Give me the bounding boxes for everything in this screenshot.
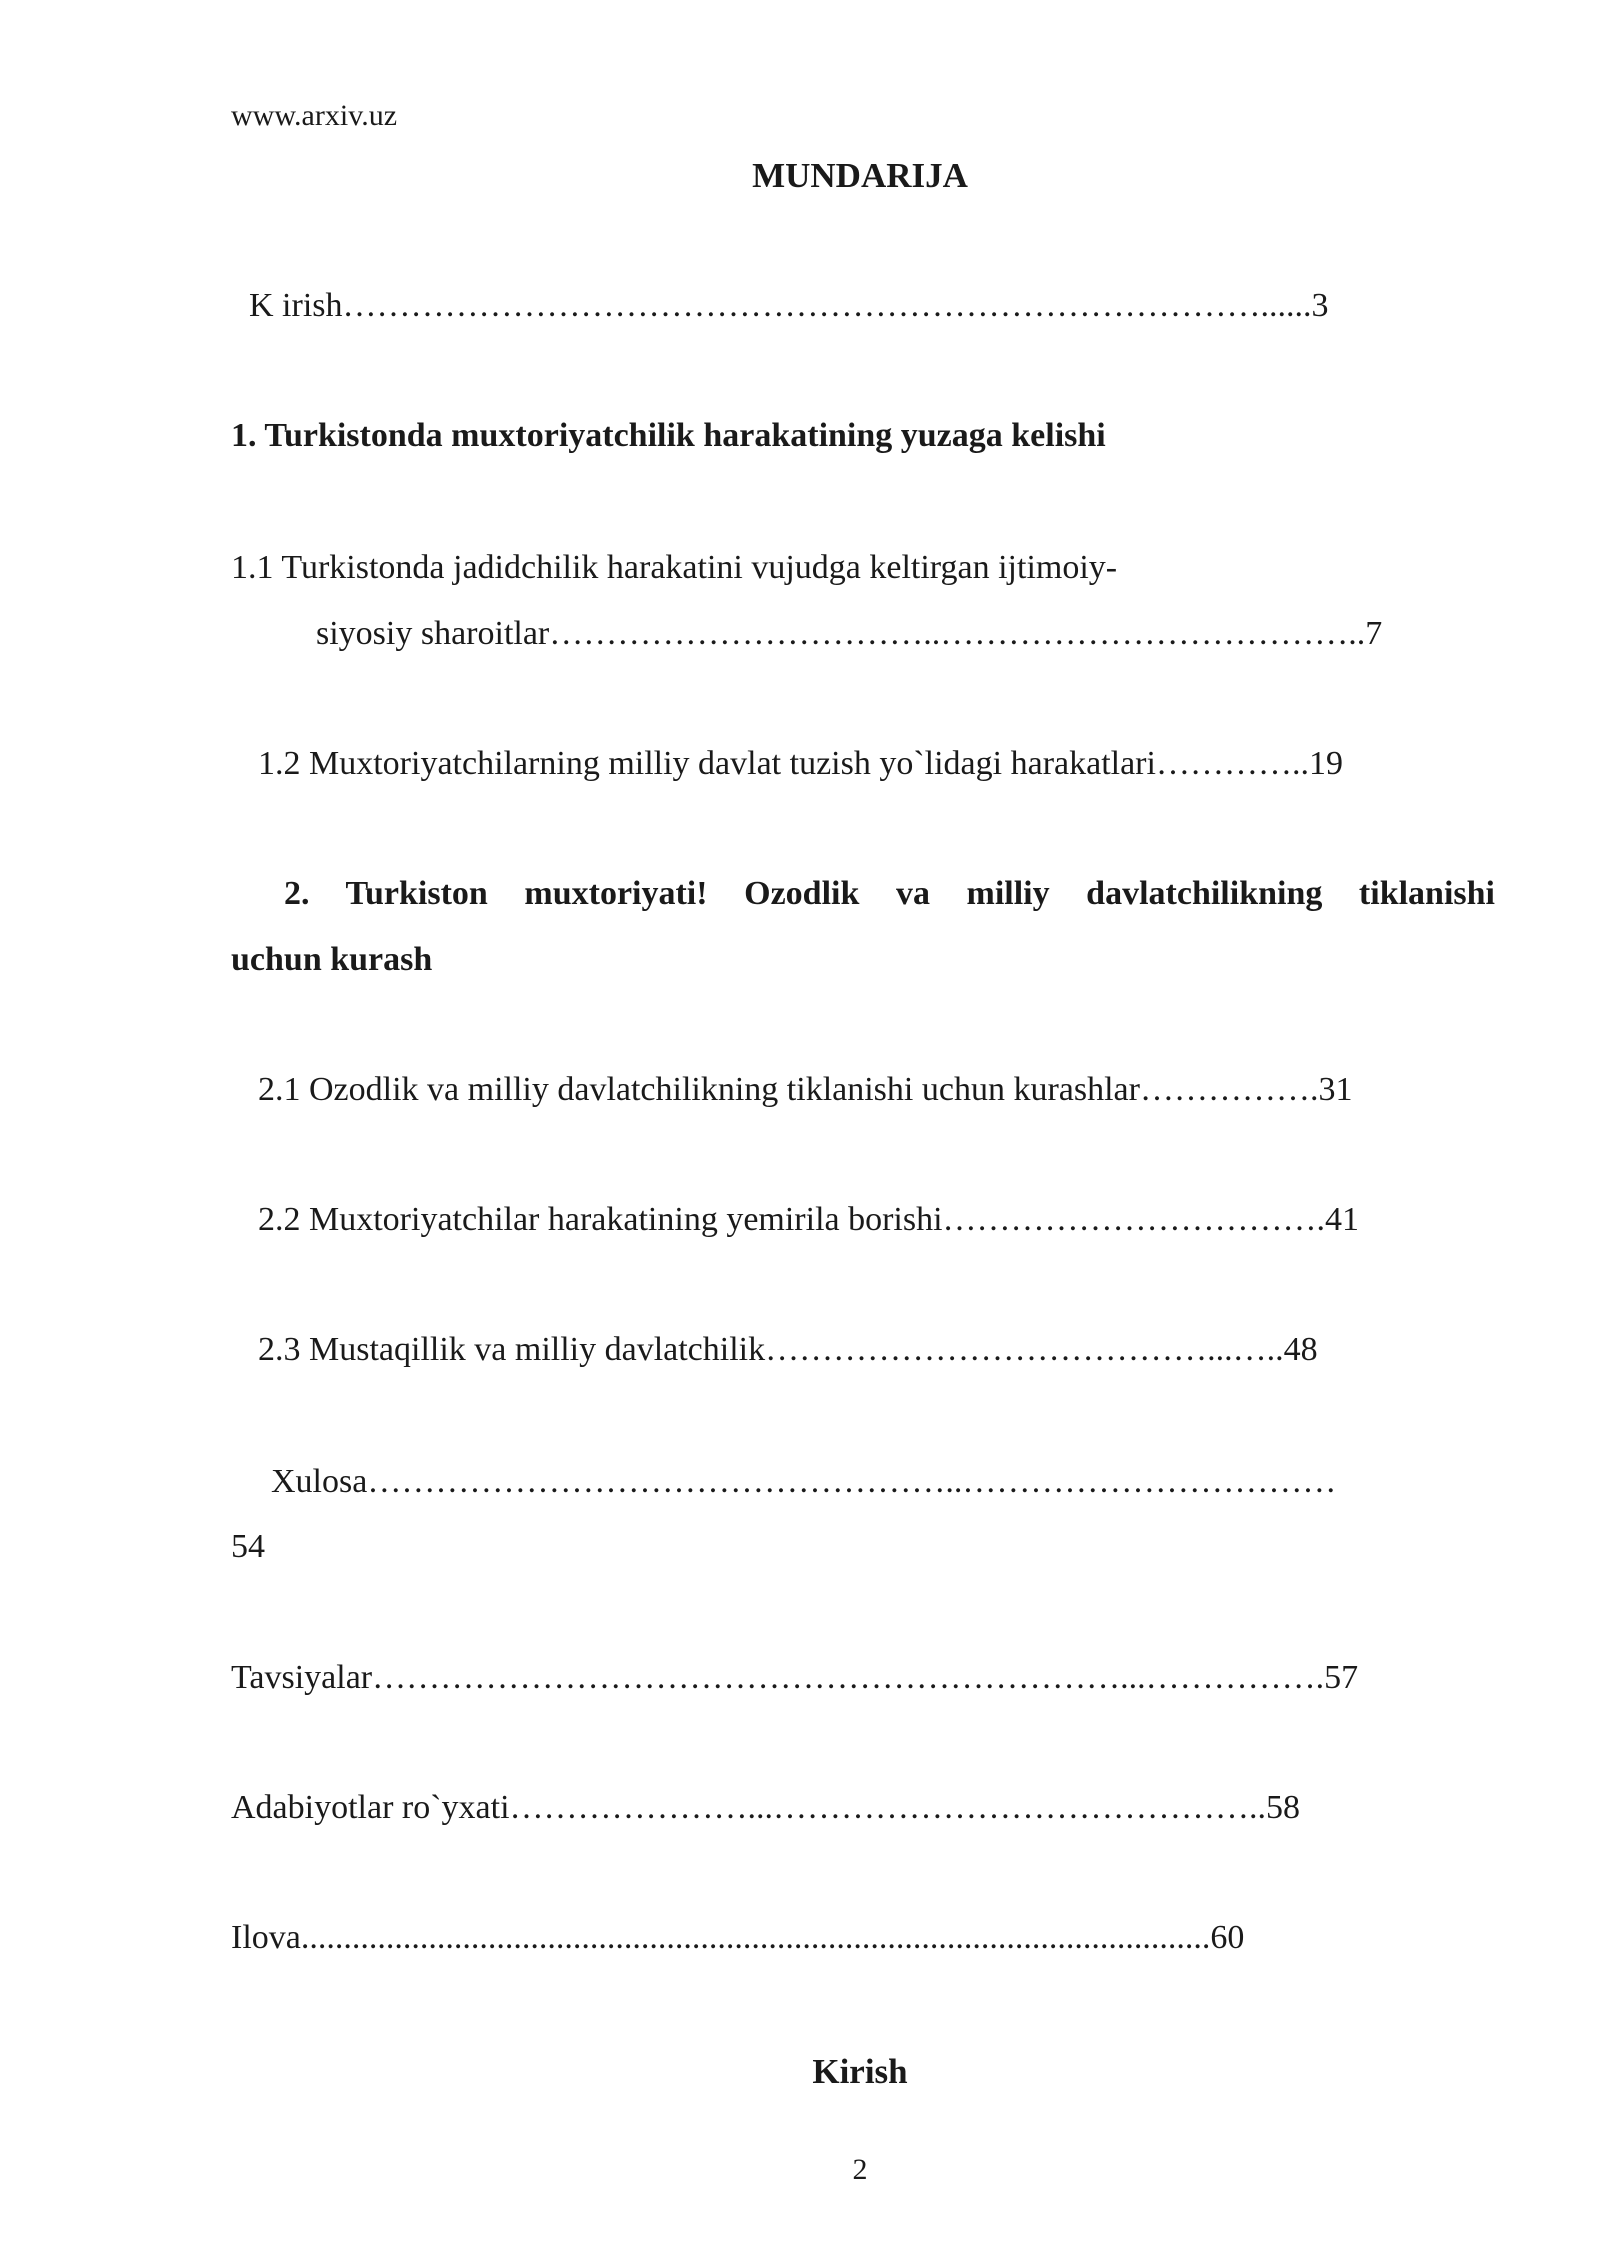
section-heading-kirish: Kirish: [812, 2052, 908, 2091]
toc-entry-xulosa: Xulosa……………………………………………..……………………………: [271, 1463, 1337, 1500]
page-number: 2: [852, 2153, 868, 2186]
toc-section-1-heading: 1. Turkistonda muxtoriyatchilik harakatining yuzaga kelishi: [231, 417, 1106, 454]
toc-entry-kirish: K irish………………………………………………………………………......3: [249, 287, 1329, 324]
toc-entry-tavsiyalar: Tavsiyalar…………………………………………………………...…………….57: [231, 1659, 1359, 1696]
toc-entry-2-2: 2.2 Muxtoriyatchilar harakatining yemirila borishi…………………………….41: [258, 1201, 1360, 1238]
toc-entry-2-1: 2.1 Ozodlik va milliy davlatchilikning tiklanishi uchun kurashlar…………….31: [258, 1071, 1353, 1108]
toc-entry-2-3: 2.3 Mustaqillik va milliy davlatchilik…………………………………...…..48: [258, 1331, 1318, 1368]
toc-section-2-heading-line1: 2. Turkiston muxtoriyati! Ozodlik va milliy davlatchilikning tiklanishi: [284, 875, 1495, 912]
toc-entry-xulosa-page: 54: [231, 1528, 265, 1565]
page-title: MUNDARIJA: [752, 156, 968, 195]
toc-entry-1-1-line1: 1.1 Turkistonda jadidchilik harakatini vujudga keltirgan ijtimoiy-: [231, 549, 1118, 586]
toc-section-2-heading-line2: uchun kurash: [231, 941, 433, 978]
toc-entry-1-2: 1.2 Muxtoriyatchilarning milliy davlat tuzish yo`lidagi harakatlari…………..19: [258, 745, 1343, 782]
toc-entry-1-1-line2: siyosiy sharoitlar……………………………..………………………………..7: [316, 615, 1383, 652]
site-url: www.arxiv.uz: [231, 99, 398, 132]
toc-entry-adabiyotlar: Adabiyotlar ro`yxati…………………...……………………………………..58: [231, 1789, 1301, 1826]
toc-entry-ilova: Ilova...........................................................................................................60: [231, 1919, 1245, 1956]
